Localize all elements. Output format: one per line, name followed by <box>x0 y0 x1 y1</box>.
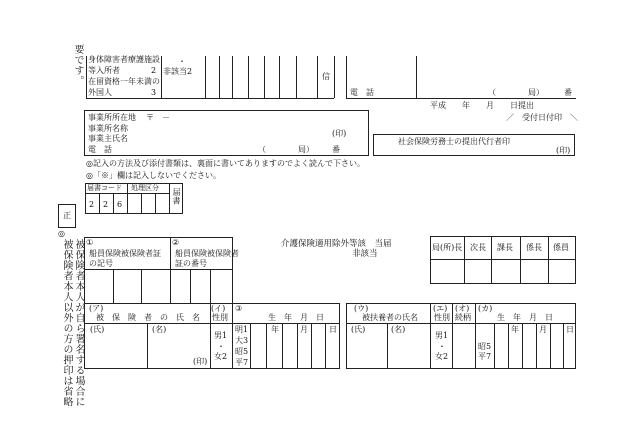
dependent-sex-label: 性別 <box>434 313 450 322</box>
todoke-label: 届書 <box>172 188 181 205</box>
dependent-day: 日 <box>566 325 574 334</box>
dependent-o-mark: (オ) <box>455 304 470 313</box>
cert-box1-num: ① <box>86 238 94 247</box>
cert-box2-label2: 証の番号 <box>175 259 207 268</box>
insured-a-mark: (ア) <box>89 304 104 313</box>
note-2: ◎「※」欄は記入しないでください。 <box>86 171 221 180</box>
dependent-u-mark: (ウ) <box>354 304 369 313</box>
dependent-year: 年 <box>511 325 519 334</box>
insured-given: (名) <box>152 325 167 334</box>
approval-header-3: 課長 <box>497 243 513 252</box>
insured-era-2: 大3 <box>235 336 249 345</box>
dependent-sex-female: 女2 <box>435 352 449 361</box>
dependent-sex-male: 男1 <box>435 331 449 340</box>
insured-day: 日 <box>329 325 337 334</box>
insured-three-mark: ③ <box>235 304 243 313</box>
approval-header-4: 係長 <box>526 243 542 252</box>
dependent-surname: (氏) <box>351 325 366 334</box>
dependent-e-mark: (エ) <box>433 304 448 313</box>
dependent-ka-mark: (カ) <box>478 304 493 313</box>
dependent-given: (名) <box>391 325 406 334</box>
left-note-line1: 被保険者本人が自ら署名する場合に <box>73 239 84 407</box>
labor-consultant-seal: (印) <box>556 146 571 155</box>
insured-era-1: 明1 <box>235 325 249 334</box>
cert-box2-num: ② <box>172 238 180 247</box>
insured-i-mark: (イ) <box>211 304 226 313</box>
dependent-era-2: 平7 <box>478 352 492 361</box>
elig-bullet: ・ <box>178 57 186 66</box>
elig-row2b: 外国人 <box>88 88 112 97</box>
left-note-line2: 被保険者本人以外の方の押印は省略 <box>61 239 72 407</box>
insured-surname: (氏) <box>90 325 105 334</box>
employer-seal: (印) <box>332 129 347 138</box>
elig-row1b: 等入所者 <box>88 66 120 75</box>
form-code-digit-1: 2 <box>89 200 95 209</box>
circle-mark: ◎ <box>58 229 65 238</box>
cert-box1-label2: の記号 <box>89 259 113 268</box>
employer-address-label: 事業所所在地 <box>88 113 136 122</box>
insured-year: 年 <box>271 325 279 334</box>
form-title-line1: 介護保険適用除外等該 当届 <box>281 239 392 249</box>
top-phone-label: 電 話 <box>350 88 374 97</box>
cert-box1-label1: 船員保険被保険者証 <box>89 249 161 258</box>
form-title-line2: 非該当 <box>352 249 378 259</box>
insured-sex-label: 性別 <box>212 313 228 322</box>
elig-row2a: 在留資格一年未満の <box>88 77 160 86</box>
employer-phone-paren: （ 局） <box>258 145 314 154</box>
approval-header-1: 局(所)長 <box>432 243 463 252</box>
insured-sex-female: 女2 <box>214 352 228 361</box>
dependent-ymd: 生 年 月 日 <box>497 313 553 322</box>
insured-month: 月 <box>300 325 308 334</box>
elig-row1-num: 2 <box>151 66 157 75</box>
note-1: ◎記入の方法及び添付書類は、裏面に書いてありますのでよく読んで下さい。 <box>86 159 365 168</box>
insured-sex-male: 男1 <box>214 331 228 340</box>
dependent-relation-label: 続柄 <box>455 313 471 322</box>
elig-row1a: 身体障害者療護施設 <box>88 55 160 64</box>
approval-header-2: 次長 <box>470 243 486 252</box>
correct-label: 正 <box>63 211 71 220</box>
top-phone-ban: 番 <box>564 88 572 97</box>
dependent-month: 月 <box>539 325 547 334</box>
insured-era-3: 昭5 <box>235 347 249 356</box>
dependent-sex-dot: ・ <box>438 342 446 351</box>
processing-label: 処理区分 <box>131 184 159 192</box>
received-stamp: ／ 受付日付印 ＼ <box>506 113 578 122</box>
form-code-digit-2: 2 <box>103 200 109 209</box>
shin-char: 信 <box>322 72 330 81</box>
insured-ymd: 生 年 月 日 <box>268 313 324 322</box>
elig-non-applicable: 非該当2 <box>163 67 193 76</box>
approval-header-5: 係員 <box>553 243 569 252</box>
elig-row2-num: 3 <box>151 88 157 97</box>
insured-name-label: 被 保 険 者 の 氏 名 <box>96 313 200 322</box>
submission-date: 平成 年 月 日提出 <box>430 101 534 110</box>
employer-owner-label: 事業主氏名 <box>88 134 128 143</box>
dependent-name-label: 被扶養者の氏名 <box>362 313 418 322</box>
form-code-digit-3: 6 <box>117 200 123 209</box>
cert-box2-label1: 船員保険被保険者 <box>175 249 239 258</box>
top-phone-paren: （ 局） <box>488 88 544 97</box>
labor-consultant-label: 社会保険労務士の提出代行者印 <box>398 137 510 146</box>
dependent-era-1: 昭5 <box>478 342 492 351</box>
insured-seal: (印) <box>193 357 208 366</box>
employer-phone-label: 電 話 <box>88 145 112 154</box>
employer-name-label: 事業所名称 <box>88 124 128 133</box>
employer-postal: 〒 － <box>146 113 170 122</box>
insured-sex-dot: ・ <box>217 342 225 351</box>
left-note-fragment: 要です。 <box>72 44 83 86</box>
insured-era-4: 平7 <box>235 358 249 367</box>
employer-phone-ban: 番 <box>332 145 340 154</box>
form-code-label: 届書コード <box>87 184 122 192</box>
